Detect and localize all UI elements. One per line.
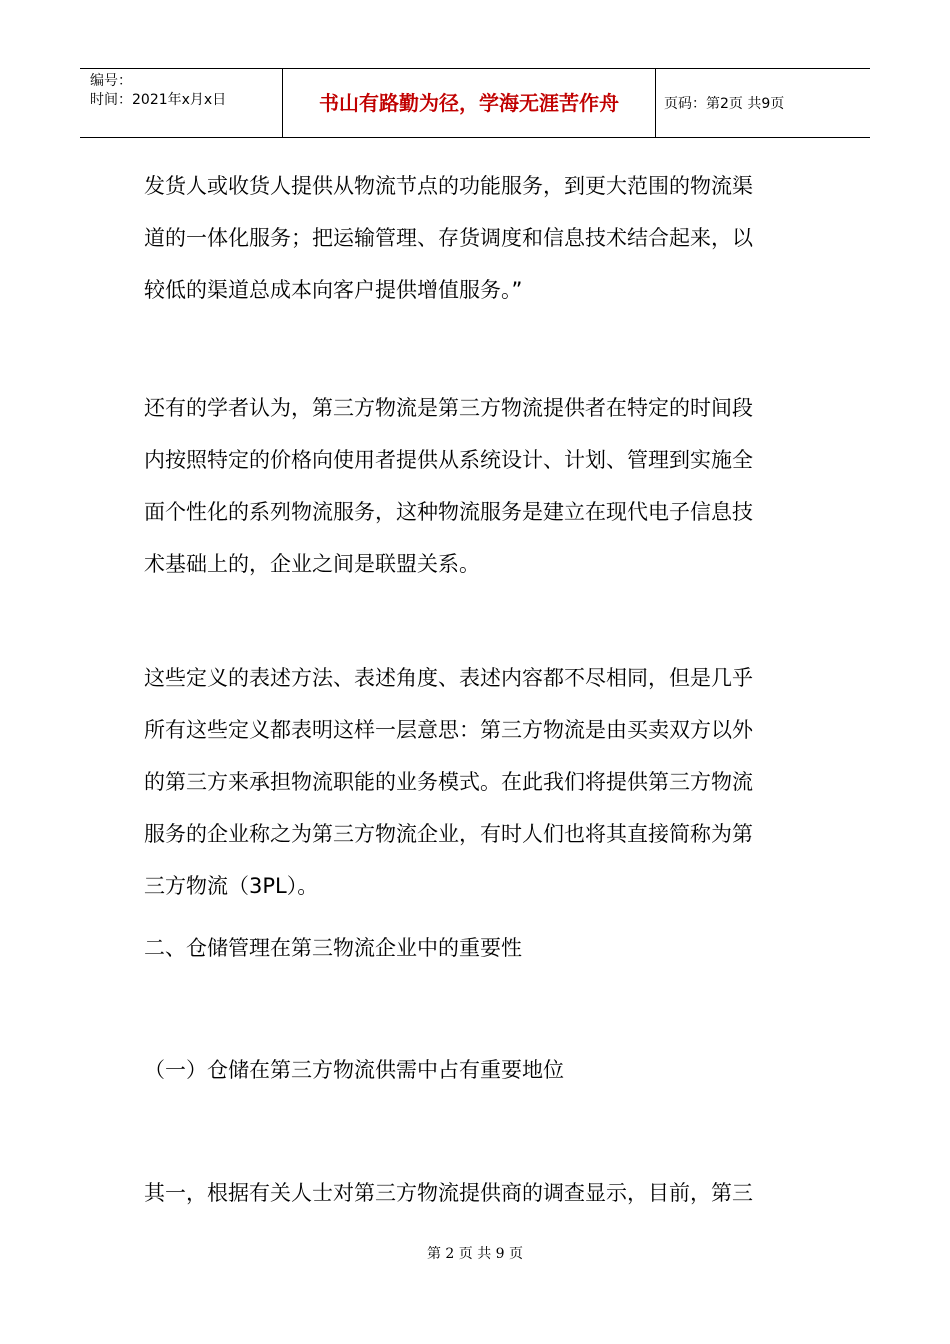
document-number-label: 编号： <box>90 73 132 89</box>
header-meta-cell <box>80 69 282 137</box>
header-motto-cell <box>282 69 656 137</box>
paragraph-2 <box>144 382 794 590</box>
paragraph-line: 较低的渠道总成本向客户提供增值服务。” <box>144 278 523 302</box>
paragraph-line: 内按照特定的价格向使用者提供从系统设计、计划、管理到实施全 <box>144 448 753 472</box>
paragraph-line: 术基础上的，企业之间是联盟关系。 <box>144 552 480 576</box>
section-heading: 二、仓储管理在第三物流企业中的重要性 <box>144 936 522 960</box>
paragraph-line: 所有这些定义都表明这样一层意思：第三方物流是由买卖双方以外 <box>144 718 753 742</box>
page-footer: 第 2 页 共 9 页 <box>426 1246 524 1262</box>
subsection-heading: （一）仓储在第三方物流供需中占有重要地位 <box>144 1058 564 1082</box>
paragraph-line: 这些定义的表述方法、表述角度、表述内容都不尽相同，但是几乎 <box>144 666 753 690</box>
header-page-label: 页码：第2页 共9页 <box>664 96 785 112</box>
document-time-label: 时间：2021年x月x日 <box>90 92 227 108</box>
document-header <box>80 68 870 138</box>
paragraph-4: 其一，根据有关人士对第三方物流提供商的调查显示，目前，第三 <box>144 1181 753 1205</box>
paragraph-line: 的第三方来承担物流职能的业务模式。在此我们将提供第三方物流 <box>144 770 753 794</box>
paragraph-3 <box>144 652 794 912</box>
paragraph-line: 还有的学者认为，第三方物流是第三方物流提供者在特定的时间段 <box>144 396 753 420</box>
paragraph-1 <box>144 160 794 316</box>
paragraph-line: 三方物流（3PL）。 <box>144 874 319 898</box>
paragraph-line: 面个性化的系列物流服务，这种物流服务是建立在现代电子信息技 <box>144 500 753 524</box>
paragraph-line: 发货人或收货人提供从物流节点的功能服务，到更大范围的物流渠 <box>144 174 753 198</box>
paragraph-line: 服务的企业称之为第三方物流企业，有时人们也将其直接简称为第 <box>144 822 753 846</box>
header-page-cell <box>656 69 870 137</box>
paragraph-line: 道的一体化服务；把运输管理、存货调度和信息技术结合起来，以 <box>144 226 753 250</box>
header-motto: 书山有路勤为径，学海无涯苦作舟 <box>319 91 619 115</box>
